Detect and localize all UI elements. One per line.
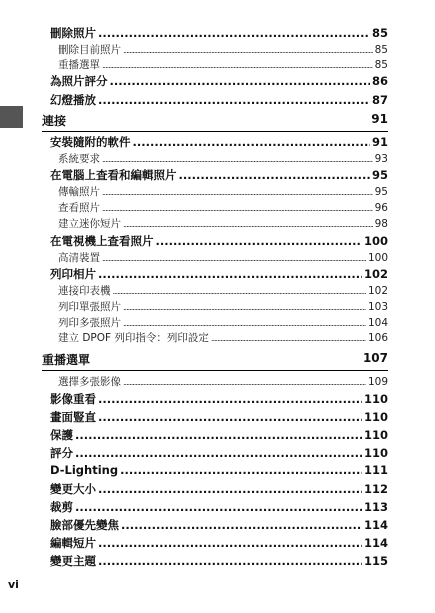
toc-entry-page: 104 [367,317,388,329]
toc-entry-title: 列印相片 [50,267,96,281]
toc-entry-page: 102 [367,285,388,297]
toc-entry-page: 114 [363,518,388,532]
leader-dots [98,93,370,107]
section-title: 連接 [42,114,67,128]
leader-dots [98,267,362,281]
toc-entry-title: 刪除照片 [50,26,96,40]
section-header-connect[interactable] [42,112,388,132]
toc-entry[interactable] [50,134,388,150]
toc-entry-title: 評分 [50,446,73,460]
leader-dots [98,410,362,424]
leader-dots [102,186,373,198]
toc-entry-title: 傳輸照片 [58,186,100,198]
toc-subentry[interactable] [58,184,388,199]
toc-subentry[interactable] [58,200,388,215]
leader-dots [123,317,366,329]
leader-dots [211,332,366,344]
toc-entry-title: D-Lighting [50,463,119,477]
toc-entry[interactable] [50,391,388,407]
section-page: 91 [371,112,388,126]
toc-entry[interactable] [50,499,388,515]
section-page: 107 [362,351,388,365]
toc-entry-title: 選擇多張影像 [58,376,121,388]
toc-entry-page: 91 [371,135,388,149]
toc-entry-page: 114 [363,536,388,550]
toc-entry-title: 幻燈播放 [50,93,96,107]
leader-dots [110,74,370,88]
toc-entry-page: 110 [363,428,388,442]
toc-subentry[interactable] [58,315,388,330]
leader-dots [121,518,362,532]
toc-entry-page: 111 [363,463,388,477]
page-number: vi [8,578,19,591]
leader-dots [98,482,362,496]
leader-dots [102,202,373,214]
toc-entry-title: 影像重看 [50,392,96,406]
toc-entry[interactable] [50,92,388,108]
toc-subentry[interactable] [58,151,388,166]
section-header-playback-menu[interactable] [42,351,388,371]
toc-entry-page: 93 [374,153,388,165]
toc-entry-title: 變更大小 [50,482,96,496]
toc-entry-title: 連接印表機 [58,285,111,297]
toc-entry-title: 裁剪 [50,500,73,514]
toc-entry-page: 85 [374,59,388,71]
leader-dots [75,428,362,442]
toc-entry[interactable] [50,445,388,461]
toc-entry[interactable] [50,409,388,425]
section-title: 重播選單 [42,353,91,367]
leader-dots [98,536,362,550]
leader-dots [75,500,362,514]
toc-entry-title: 刪除目前照片 [58,44,121,56]
toc-entry-page: 95 [371,168,388,182]
toc-entry-title: 高清裝置 [58,252,100,264]
leader-dots [123,376,366,388]
toc-subentry[interactable] [58,283,388,298]
leader-dots [120,463,362,477]
toc-entry-page: 113 [363,500,388,514]
leader-dots [102,59,373,71]
toc-entry[interactable] [50,535,388,551]
toc-entry-title: 為照片評分 [50,74,108,88]
toc-entry[interactable] [50,167,388,183]
toc-entry[interactable] [50,481,388,497]
toc-entry-title: 查看照片 [58,202,100,214]
toc-subentry[interactable] [58,330,388,345]
toc-entry-page: 100 [367,252,388,264]
leader-dots [123,301,366,313]
toc-entry[interactable] [50,266,388,282]
toc-entry-page: 96 [374,202,388,214]
toc-subentry[interactable] [58,216,388,231]
toc-entry-title: 列印多張照片 [58,317,121,329]
toc-entry-title: 建立 DPOF 列印指令：列印設定 [58,332,209,344]
toc-subentry[interactable] [58,42,388,57]
toc-entry-title: 變更主題 [50,554,96,568]
toc-subentry[interactable] [58,57,388,72]
leader-dots [75,446,362,460]
leader-dots [102,153,373,165]
toc-entry-page: 115 [363,554,388,568]
leader-dots [98,392,362,406]
toc-entry-page: 110 [363,392,388,406]
toc-entry-title: 系統要求 [58,153,100,165]
toc-entry-title: 安裝隨附的軟件 [50,135,131,149]
toc-entry-page: 100 [363,234,388,248]
toc-entry-page: 109 [367,376,388,388]
toc-entry-title: 在電視機上查看照片 [50,234,154,248]
leader-dots [98,554,362,568]
toc-entry-page: 102 [363,267,388,281]
leader-dots [98,26,370,40]
toc-entry-page: 95 [374,186,388,198]
toc-entry[interactable] [50,427,388,443]
leader-dots [133,135,370,149]
toc-entry-page: 112 [363,482,388,496]
toc-entry-page: 106 [367,332,388,344]
leader-dots [179,168,370,182]
toc-entry-title: 臉部優先變焦 [50,518,119,532]
toc-entry-title: 在電腦上查看和編輯照片 [50,168,177,182]
leader-dots [156,234,362,248]
toc-subentry[interactable] [58,374,388,389]
toc-entry[interactable] [50,553,388,569]
toc-entry-title: 建立迷你短片 [58,218,121,230]
toc-subentry[interactable] [58,250,388,265]
toc-entry-page: 98 [374,218,388,230]
leader-dots [113,285,366,297]
toc-entry-page: 110 [363,410,388,424]
toc-entry-page: 85 [374,44,388,56]
toc-entry[interactable] [50,73,388,89]
toc-entry-title: 畫面豎直 [50,410,96,424]
toc-entry-title: 編輯短片 [50,536,96,550]
toc-subentry[interactable] [58,299,388,314]
toc-entry-page: 103 [367,301,388,313]
toc-entry[interactable] [50,517,388,533]
chapter-tab-marker [0,106,23,128]
toc-entry-page: 85 [371,26,388,40]
leader-dots [123,44,373,56]
toc-entry-title: 保護 [50,428,73,442]
toc-entry-title: 重播選單 [58,59,100,71]
toc-entry-page: 86 [371,74,388,88]
leader-dots [102,252,366,264]
toc-entry-page: 87 [371,93,388,107]
leader-dots [123,218,373,230]
toc-entry[interactable] [50,233,388,249]
toc-entry-title: 列印單張照片 [58,301,121,313]
toc-entry-page: 110 [363,446,388,460]
toc-entry[interactable] [50,463,388,477]
toc-entry[interactable] [50,25,388,41]
